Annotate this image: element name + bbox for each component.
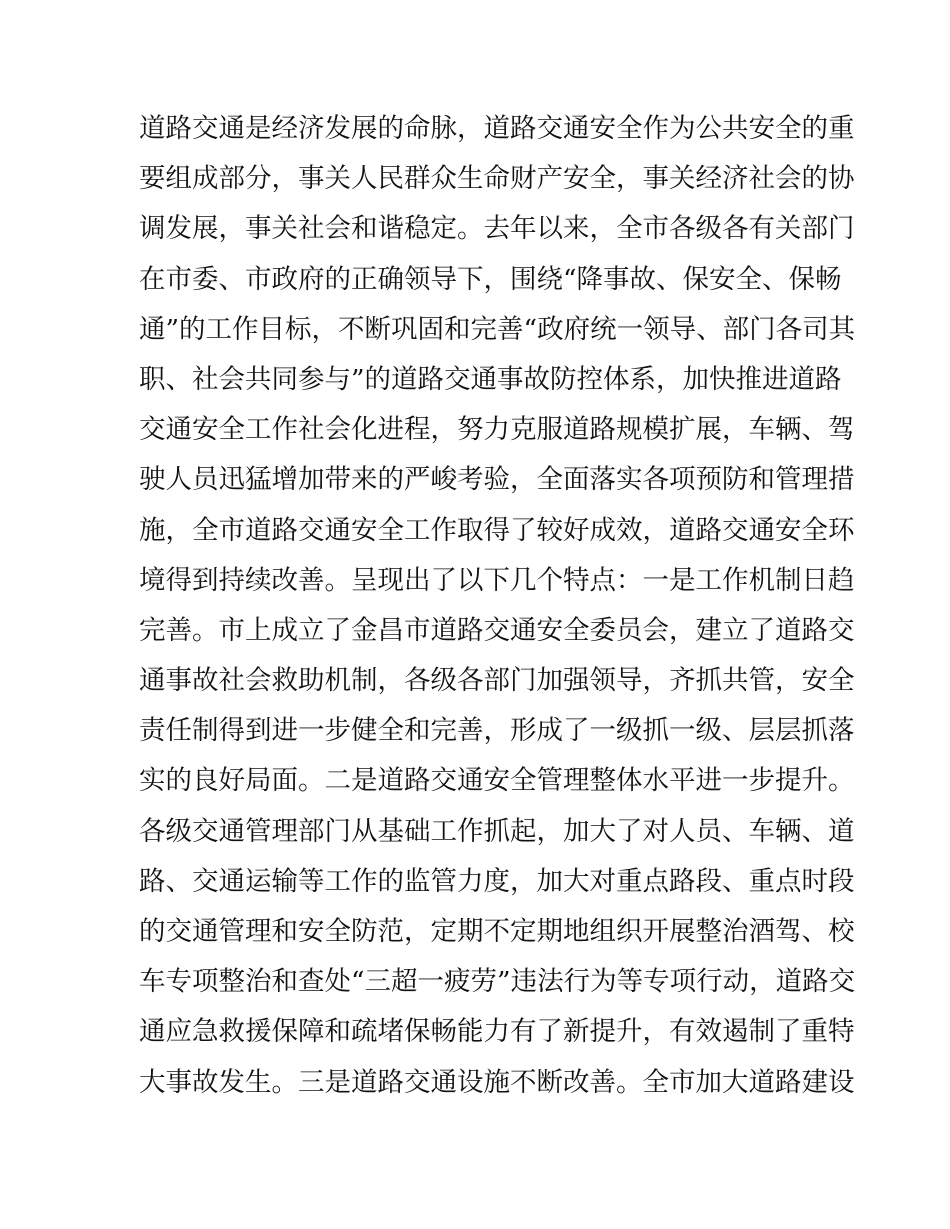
text-line-10: 境得到持续改善。呈现出了以下几个特点：一是工作机制日趋 bbox=[139, 564, 855, 596]
text-line-13: 责任制得到进一步健全和完善，形成了一级抓一级、层层抓落 bbox=[139, 715, 855, 747]
text-line-9: 施，全市道路交通安全工作取得了较好成效，道路交通安全环 bbox=[139, 514, 855, 546]
text-line-19: 通应急救援保障和疏堵保畅能力有了新提升，有效遏制了重特 bbox=[139, 1016, 855, 1048]
text-line-4: 在市委、市政府的正确领导下，围绕“降事故、保安全、保畅 bbox=[139, 263, 842, 295]
text-line-14: 实的良好局面。二是道路交通安全管理整体水平进一步提升。 bbox=[139, 765, 855, 797]
text-line-7: 交通安全工作社会化进程，努力克服道路规模扩展，车辆、驾 bbox=[139, 414, 855, 446]
text-line-18: 车专项整治和查处“三超一疲劳”违法行为等专项行动，道路交 bbox=[139, 966, 856, 998]
body-paragraph bbox=[139, 104, 856, 1108]
text-line-2: 要组成部分，事关人民群众生命财产安全，事关经济社会的协 bbox=[139, 163, 855, 195]
text-line-15: 各级交通管理部门从基础工作抓起，加大了对人员、车辆、道 bbox=[139, 815, 855, 847]
text-line-6: 职、社会共同参与”的道路交通事故防控体系，加快推进道路 bbox=[139, 363, 842, 395]
text-line-17: 的交通管理和安全防范，定期不定期地组织开展整治酒驾、校 bbox=[139, 916, 855, 947]
text-line-11: 完善。市上成立了金昌市道路交通安全委员会，建立了道路交 bbox=[139, 614, 855, 646]
text-line-12: 通事故社会救助机制，各级各部门加强领导，齐抓共管，安全 bbox=[139, 665, 855, 697]
text-line-16: 路、交通运输等工作的监管力度，加大对重点路段、重点时段 bbox=[139, 865, 855, 897]
text-line-8: 驶人员迅猛增加带来的严峻考验，全面落实各项预防和管理措 bbox=[139, 464, 855, 496]
text-line-20: 大事故发生。三是道路交通设施不断改善。全市加大道路建设 bbox=[139, 1066, 855, 1098]
text-line-5: 通”的工作目标，不断巩固和完善“政府统一领导、部门各司其 bbox=[139, 313, 856, 345]
text-line-1: 道路交通是经济发展的命脉，道路交通安全作为公共安全的重 bbox=[139, 113, 855, 144]
text-line-3: 调发展，事关社会和谐稳定。去年以来，全市各级各有关部门 bbox=[139, 213, 855, 245]
